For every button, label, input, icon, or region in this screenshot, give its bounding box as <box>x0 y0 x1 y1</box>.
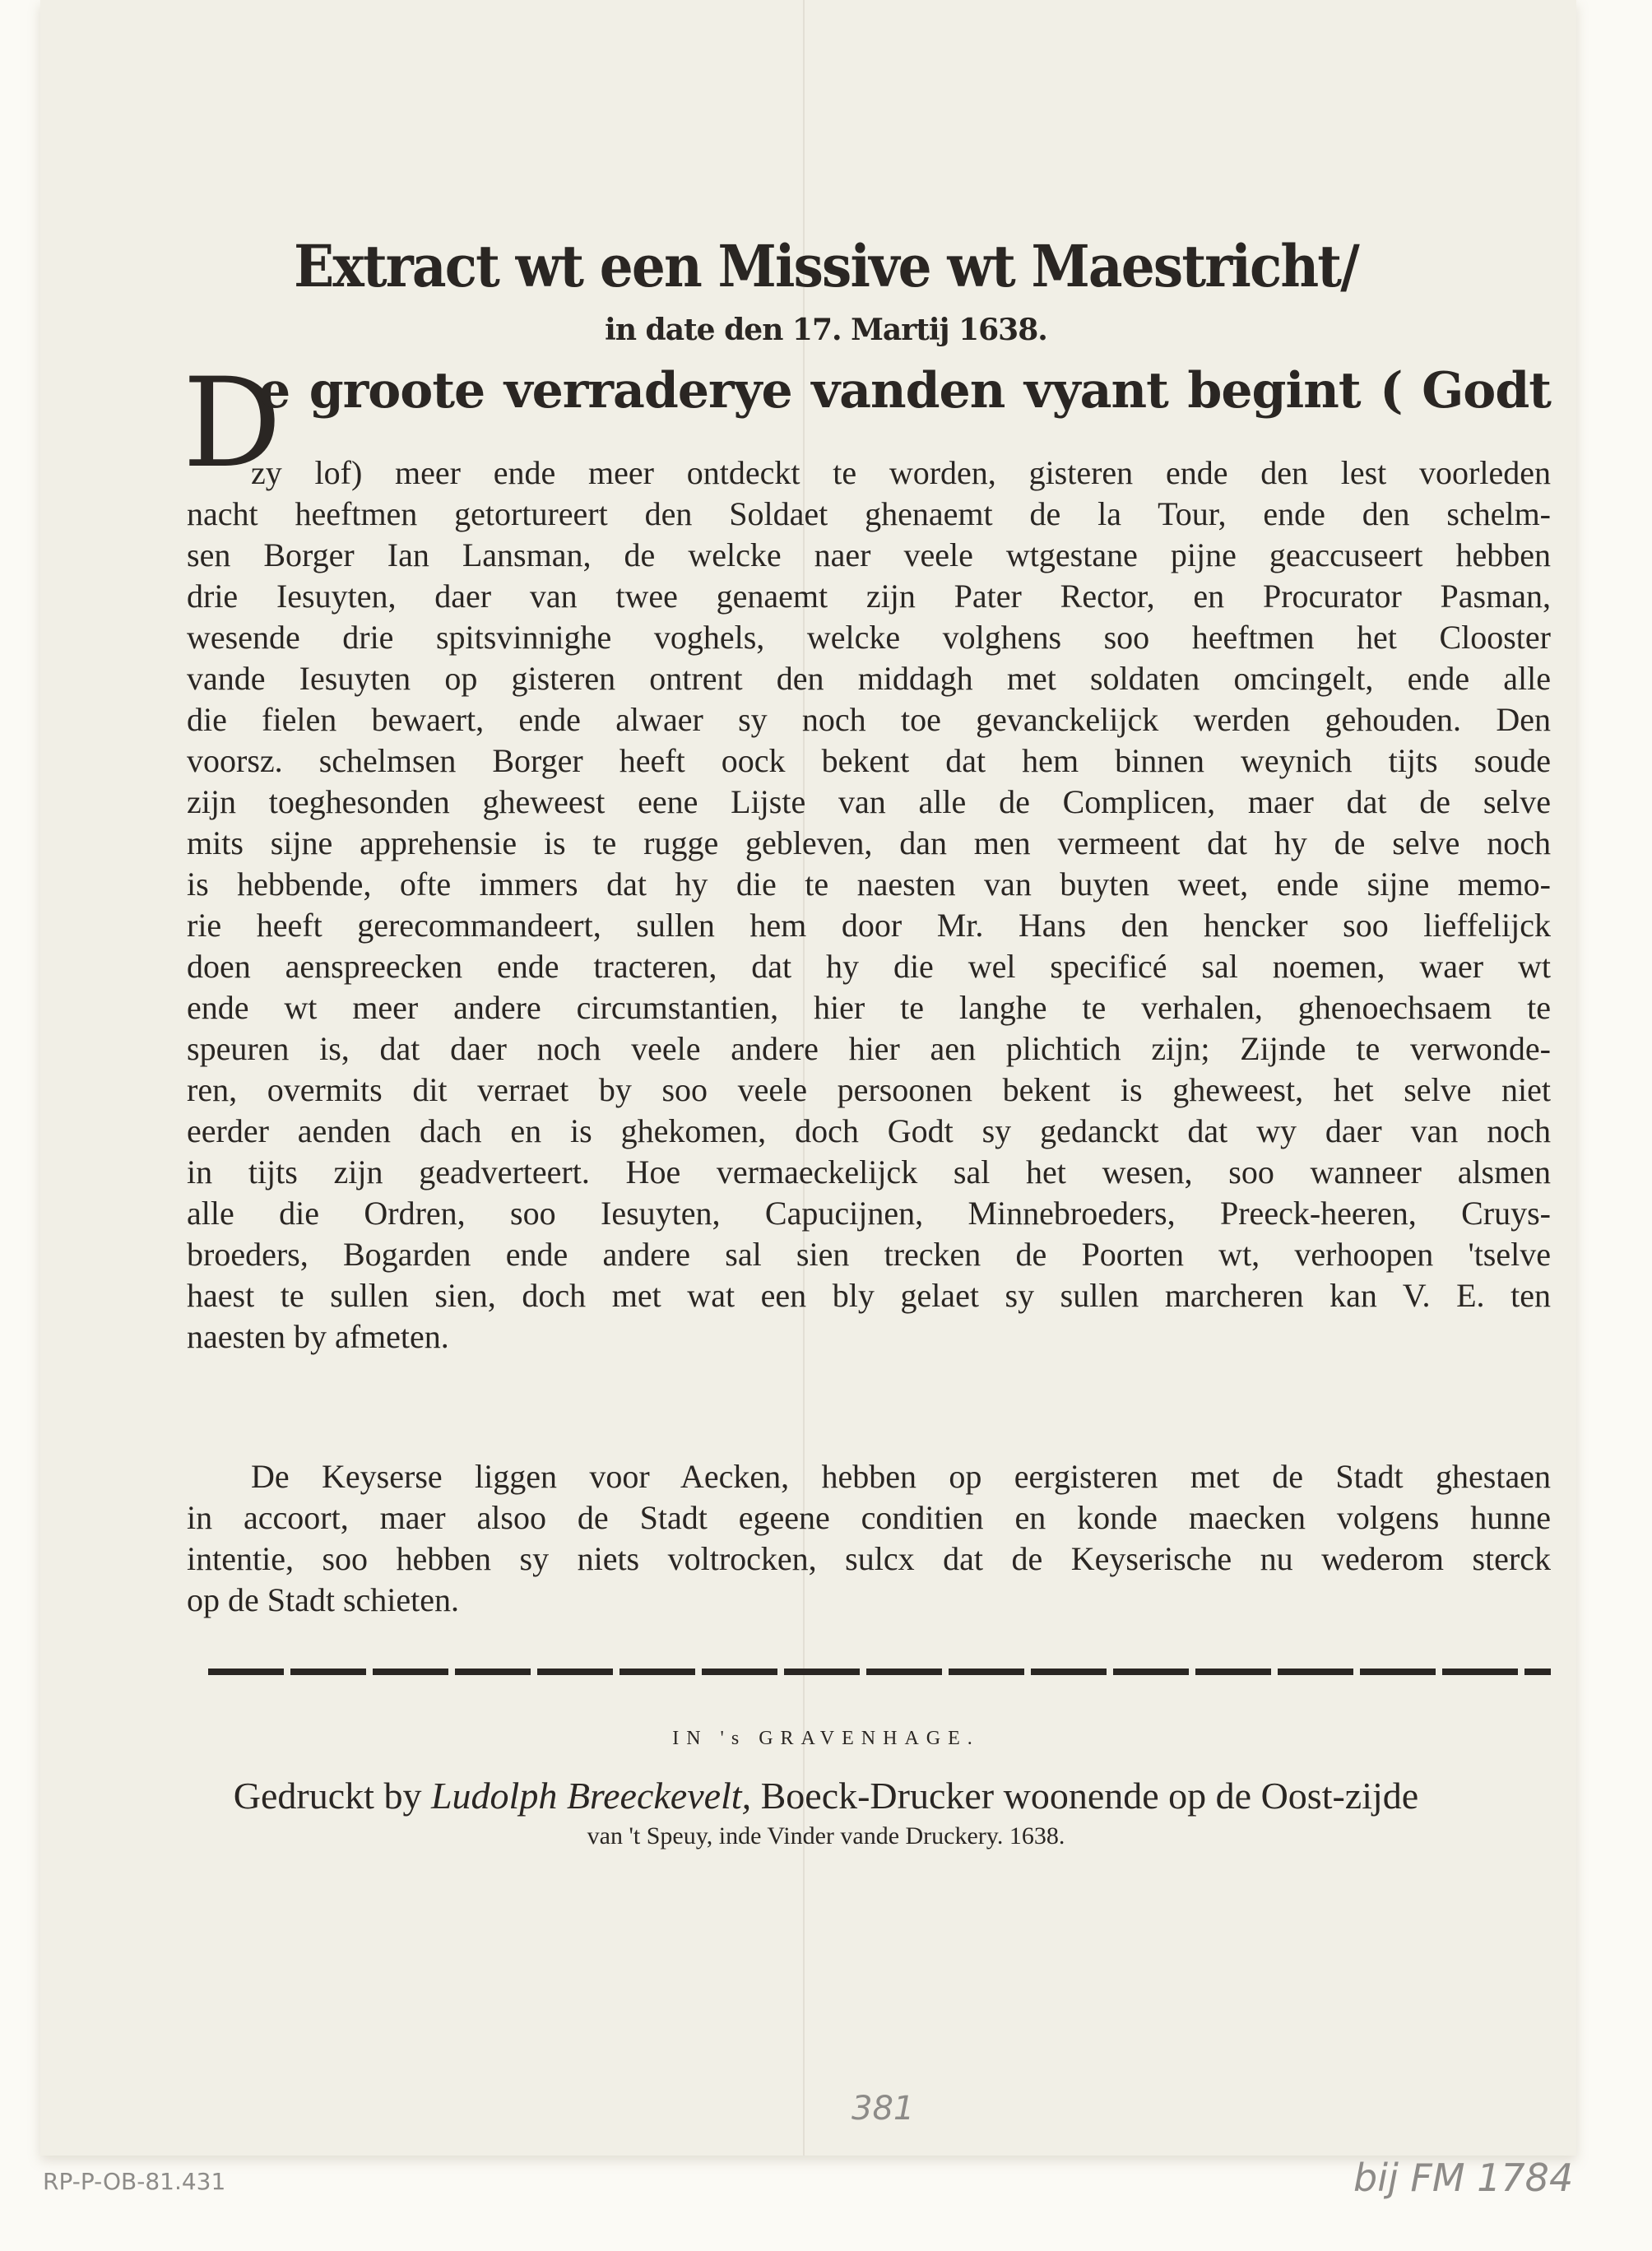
provenance-note: bij FM 1784 <box>1353 2156 1574 2200</box>
document-title: Extract wt een Missive wt Maestricht/ <box>294 232 1358 300</box>
imprint-place: IN 's GRAVENHAGE. <box>672 1728 980 1749</box>
printer-name: Ludolph Breeckevelt, <box>430 1775 752 1817</box>
text-line: voorsz. schelmsen Borger heeft oock bekent dat hem binnen weynich tijts soude <box>187 742 1551 779</box>
text-line: eerder aenden dach en is ghekomen, doch Godt sy gedanckt dat wy daer van noch <box>187 1112 1551 1149</box>
text-line: sen Borger Ian Lansman, de welcke naer veele wtgestane pijne geaccuseert hebben <box>187 536 1551 573</box>
text-line: op de Stadt schieten. <box>187 1581 460 1618</box>
text-line: ren, overmits dit verraet by soo veele persoonen bekent is gheweest, het selve niet <box>187 1071 1551 1108</box>
document-date: in date den 17. Martij 1638. <box>605 313 1047 347</box>
text-line: ende wt meer andere circumstantien, hier te langhe te verhalen, ghenoechsaem te <box>187 989 1551 1026</box>
text-line: De Keyserse liggen voor Aecken, hebben op eergisteren met de Stadt ghestaen <box>251 1458 1551 1495</box>
text-line: zy lof) meer ende meer ontdeckt te worden, gisteren ende den lest voorleden <box>251 454 1551 491</box>
text-line: nacht heeftmen getortureert den Soldaet ghenaemt de la Tour, ende den schelm- <box>187 495 1551 532</box>
printer-address: Boeck-Drucker woonende op de Oost-zijde <box>760 1775 1419 1817</box>
text-line: is hebbende, ofte immers dat hy die te naesten van buyten weet, ende sijne memo- <box>187 866 1551 903</box>
text-line: in tijts zijn geadverteert. Hoe vermaeckelijck sal het wesen, soo wanneer alsmen <box>187 1153 1551 1190</box>
text-line: doen aenspreecken ende tracteren, dat hy die wel specificé sal noemen, waer wt <box>187 948 1551 985</box>
text-line: drie Iesuyten, daer van twee genaemt zijn Pater Rector, en Procurator Pasman, <box>187 578 1551 615</box>
text-line: in accoort, maer alsoo de Stadt egeene conditien en konde maecken volgens hunne <box>187 1499 1551 1536</box>
text-line: speuren is, dat daer noch veele andere hier aen plichtich zijn; Zijnde te verwonde- <box>187 1030 1551 1067</box>
text-line: naesten by afmeten. <box>187 1318 449 1355</box>
page-number: 381 <box>852 2090 915 2128</box>
headline: e groote verraderye vanden vyant begint ( Godt <box>259 362 1551 420</box>
paragraph-2 <box>187 1456 1551 1621</box>
text-line: vande Iesuyten op gisteren ontrent den middagh met soldaten omcingelt, ende alle <box>187 660 1551 697</box>
printed-by: Gedruckt by <box>233 1775 422 1817</box>
text-line: broeders, Bogarden ende andere sal sien trecken de Poorten wt, verhoopen 'tselve <box>187 1236 1551 1273</box>
inventory-number: RP-P-OB-81.431 <box>43 2168 226 2195</box>
paragraph-1 <box>187 453 1551 1358</box>
dashed-rule <box>208 1669 1551 1675</box>
imprint-line-2: van 't Speuy, inde Vinder vande Druckery. 1638. <box>587 1822 1065 1850</box>
text-line: wesende drie spitsvinnighe voghels, welcke volghens soo heeftmen het Clooster <box>187 619 1551 656</box>
text-line: zijn toeghesonden gheweest eene Lijste van alle de Complicen, maer dat de selve <box>187 783 1551 820</box>
text-line: die fielen bewaert, ende alwaer sy noch toe gevanckelijck werden gehouden. Den <box>187 701 1551 738</box>
text-line: intentie, soo hebben sy niets voltrocken, sulcx dat de Keyserische nu wederom sterck <box>187 1540 1551 1577</box>
text-line: mits sijne apprehensie is te rugge gebleven, dan men vermeent dat hy de selve noch <box>187 824 1551 861</box>
text-line: alle die Ordren, soo Iesuyten, Capucijnen, Minnebroeders, Preeck-heeren, Cruys- <box>187 1195 1551 1232</box>
drop-cap: D <box>183 352 282 495</box>
text-line: rie heeft gerecommandeert, sullen hem door Mr. Hans den hencker soo lieffelijck <box>187 907 1551 944</box>
text-line: haest te sullen sien, doch met wat een bly gelaet sy sullen marcheren kan V. E. ten <box>187 1277 1551 1314</box>
imprint-printer <box>0 1774 1652 1817</box>
